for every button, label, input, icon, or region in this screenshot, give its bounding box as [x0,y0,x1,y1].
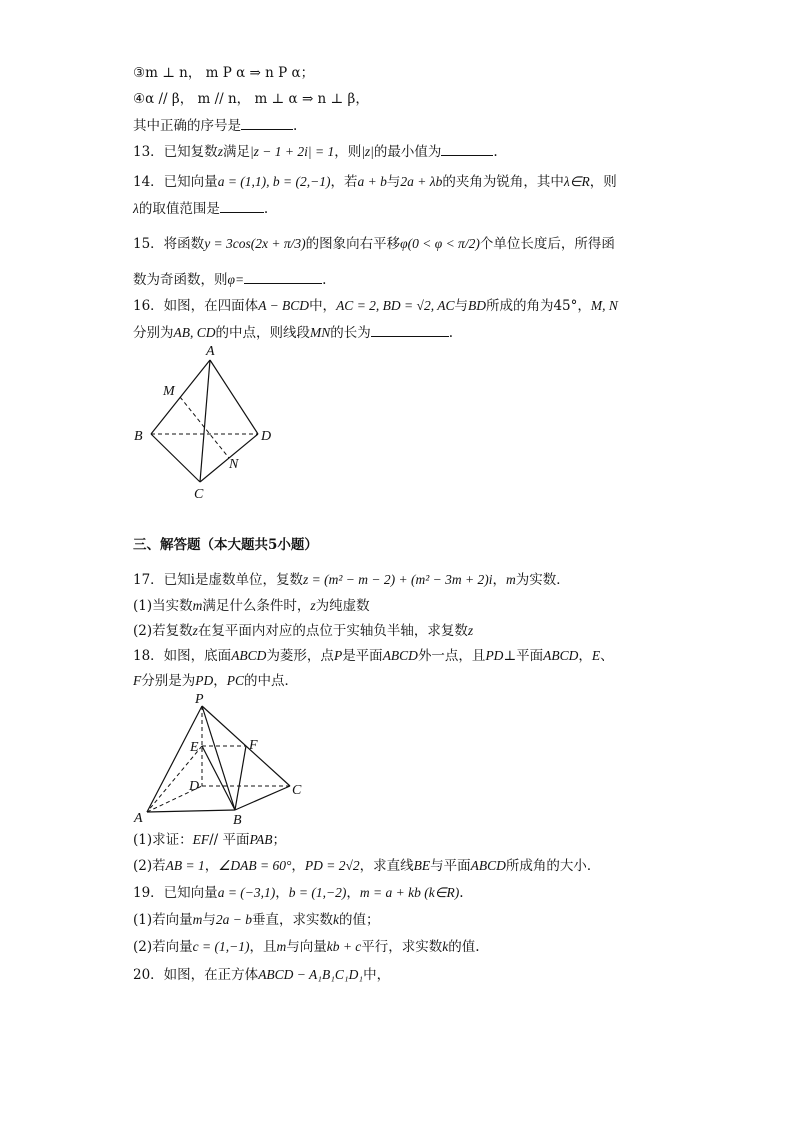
question-19-part1: (1)若向量m与2a − b垂直，求实数k的值； [133,912,380,928]
label-D: D [261,429,272,444]
answer-blank [371,322,449,337]
question-17-part2: (2)若复数z在复平面内对应的点位于实轴负半轴，求复数z [133,623,474,639]
edge-AB [147,810,235,812]
question-18: 18．如图，底面ABCD为菱形，点P是平面ABCD外一点，且PD⊥平面ABCD，E、 [133,648,614,664]
answer-blank [220,198,264,213]
label-B: B [134,429,143,444]
question-18-part1: (1)求证：EF// 平面PAB； [133,832,287,848]
question-15: 15．将函数y = 3cos(2x + π/3)的图象向右平移φ(0 < φ < π/2)个单位长度后，所得函 [133,236,615,252]
answer-blank [441,141,493,156]
answer-blank [244,269,322,284]
edge-AC [200,360,210,482]
question-18-cont: F分别是为PD，PC的中点． [133,673,299,689]
label-M: M [163,384,175,399]
question-17: 17．已知i是虚数单位，复数z = (m² − m − 2) + (m² − 3m + 2)i，m为实数． [133,572,570,588]
pyramid-figure [125,690,315,830]
question-19-part2: (2)若向量c = (1,−1)，且m与向量kb + c平行，求实数k的值. [133,939,480,955]
edge-AD [210,360,258,434]
label-C: C [194,487,204,502]
answer-blank [241,115,293,130]
tetrahedron-figure [125,340,295,505]
question-14: 14．已知向量a = (1,1), b = (2,−1)，若a + b与2a + λb的夹角为锐角，其中λ∈R，则 [133,174,617,190]
question-17-part1: (1)当实数m满足什么条件时，z为纯虚数 [133,598,370,614]
question-19: 19．已知向量a = (−3,1)，b = (1,−2)，m = a + kb (k∈R). [133,885,464,901]
question-15-cont: 数为奇函数，则φ= . [133,269,326,290]
question-13: 13．已知复数z满足|z − 1 + 2i| = 1，则|z|的最小值为 . [133,141,498,162]
edge-PA [147,706,202,812]
question-16: 16．如图，在四面体A − BCD中，AC = 2, BD = √2, AC与BD所成的角为45°，M, N [133,298,618,314]
label-A: A [134,811,143,826]
question-14-cont: λ的取值范围是 . [133,198,268,219]
segment-BE [202,746,235,810]
label-D: D [189,779,200,794]
label-N: N [229,457,239,472]
label-C: C [292,783,302,798]
segment-BF [235,746,246,810]
statement-3: ③m ⊥ n， m P α ⇒ n P α； [133,65,315,81]
question-20: 20．如图，在正方体ABCD − A₁B₁C₁D₁中， [133,967,391,983]
label-E: E [190,740,199,755]
q12-answer-line: 其中正确的序号是 . [133,115,297,136]
section-heading: 三、解答题（本大题共5小题） [133,537,318,553]
label-F: F [249,738,258,753]
label-P: P [195,692,204,707]
edge-BC [235,786,290,810]
statement-4: ④α // β， m // n， m ⊥ α ⇒ n ⊥ β， [133,91,369,107]
edge-BC [151,434,200,482]
question-18-part2: (2)若AB = 1，∠DAB = 60°，PD = 2√2，求直线BE与平面ABCD所成角的大小． [133,858,601,874]
label-A: A [206,344,215,359]
label-B: B [233,813,242,828]
question-16-cont: 分别为AB, CD的中点，则线段MN的长为 . [133,322,453,343]
